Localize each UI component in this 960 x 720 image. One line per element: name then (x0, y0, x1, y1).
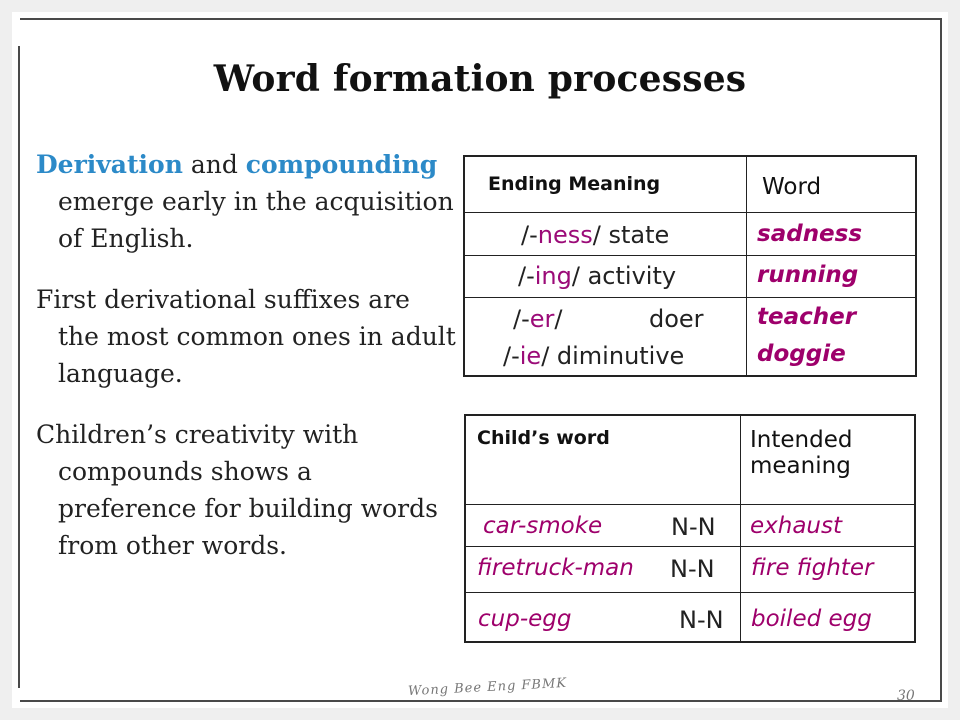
frame-right-line (940, 18, 942, 702)
runn-base: runn (757, 262, 818, 288)
table2-header-left (466, 416, 741, 504)
paragraph-children-creativity: Children’s creativity with compounds shows a preference for building words from other words. (36, 420, 438, 560)
table1-row-ing-right (747, 256, 915, 297)
table1-row-ness-right (747, 213, 915, 255)
table2-row-car-smoke-left (466, 505, 741, 546)
ness-tail: / state (592, 221, 670, 249)
dogg-base: dogg (757, 341, 823, 367)
cup-egg-word: cup-egg (478, 606, 572, 632)
page-number: 30 (897, 688, 915, 704)
table2-row-cup-egg (466, 592, 914, 643)
car-smoke-pos: N-N (671, 513, 716, 541)
ing-tail: / activity (571, 262, 677, 290)
firetruck-man-word: firetruck-man (477, 555, 634, 581)
doggie-word (757, 341, 846, 367)
ing-prefix: /- (518, 262, 535, 290)
sad-base: sad (757, 221, 803, 247)
ing-suffix: ing (534, 262, 572, 290)
teach-base: teach (757, 304, 830, 330)
table1-row-er-ie-right (747, 298, 915, 377)
table1-row-er-ie (465, 297, 915, 377)
ie-word-suffix: ie (822, 341, 846, 367)
left-text-block (36, 146, 456, 588)
childs-word-table (464, 414, 916, 643)
boiled-egg-meaning: boiled egg (751, 606, 872, 632)
fire-fighter-meaning: fire fighter (751, 555, 874, 581)
ending-meaning-header: Ending Meaning (488, 173, 661, 195)
table2-row-firetruck-man (466, 546, 914, 592)
er-ending-cell (513, 305, 562, 333)
table2-header-right (741, 416, 914, 504)
table2-header-row (466, 416, 914, 504)
table1-header-row (465, 157, 915, 212)
intended-meaning-line-1: Intended (750, 427, 853, 453)
table2-row-firetruck-man-left (466, 547, 741, 592)
ie-prefix: /- (503, 342, 520, 370)
intended-meaning-header (750, 427, 852, 479)
er-prefix: /- (513, 305, 530, 333)
ie-suffix: ie (519, 342, 542, 370)
frame-top-line (20, 18, 940, 20)
ie-ending-cell (503, 342, 684, 370)
table2-row-car-smoke (466, 504, 914, 546)
paragraph-1-rest: emerge early in the acquisition of English. (58, 187, 454, 253)
ing-word-suffix: ing (817, 262, 859, 288)
table1-row-ing (465, 255, 915, 297)
ness-word-suffix: ness (802, 221, 863, 247)
table1-row-er-ie-left (465, 298, 747, 377)
er-suffix: er (529, 305, 555, 333)
table1-row-ness (465, 212, 915, 255)
table2-row-car-smoke-right (741, 505, 914, 546)
running-word (757, 262, 858, 288)
teacher-word (757, 304, 856, 330)
slide-title: Word formation processes (213, 58, 747, 100)
ness-suffix: ness (537, 221, 593, 249)
ness-prefix: /- (521, 221, 538, 249)
word-header: Word (762, 174, 822, 200)
firetruck-man-pos: N-N (670, 555, 715, 583)
ness-ending-cell (521, 221, 669, 249)
table2-row-cup-egg-left (466, 593, 741, 643)
derivation-text: Derivation (36, 150, 183, 179)
and-text: and (182, 150, 246, 179)
cup-egg-pos: N-N (679, 606, 724, 634)
table1-row-ness-left (465, 213, 747, 255)
table1-header-right (747, 157, 915, 212)
ing-ending-cell (518, 262, 676, 290)
frame-bottom-line (20, 700, 940, 702)
footer-author: Wong Bee Eng FBMK (407, 675, 568, 700)
childs-word-header: Child’s word (477, 427, 610, 449)
frame-left-line (18, 46, 20, 688)
paragraph-derivational-suffixes: First derivational suffixes are the most common ones in adult language. (36, 285, 456, 388)
compounding-text: compounding (245, 150, 438, 179)
exhaust-meaning: exhaust (750, 513, 843, 539)
table1-header-left (465, 157, 747, 212)
table2-row-firetruck-man-right (741, 547, 914, 592)
sadness-word (757, 221, 862, 247)
table2-row-cup-egg-right (741, 593, 914, 643)
paragraph-derivation-compounding (36, 146, 456, 257)
ending-meaning-table (463, 155, 917, 377)
er-word-suffix: er (829, 304, 857, 330)
doer-meaning: doer (649, 305, 704, 333)
table1-row-ing-left (465, 256, 747, 297)
ie-tail: / diminutive (541, 342, 685, 370)
er-tail: / (554, 305, 563, 333)
car-smoke-word: car-smoke (483, 513, 603, 539)
intended-meaning-line-2: meaning (750, 453, 851, 479)
